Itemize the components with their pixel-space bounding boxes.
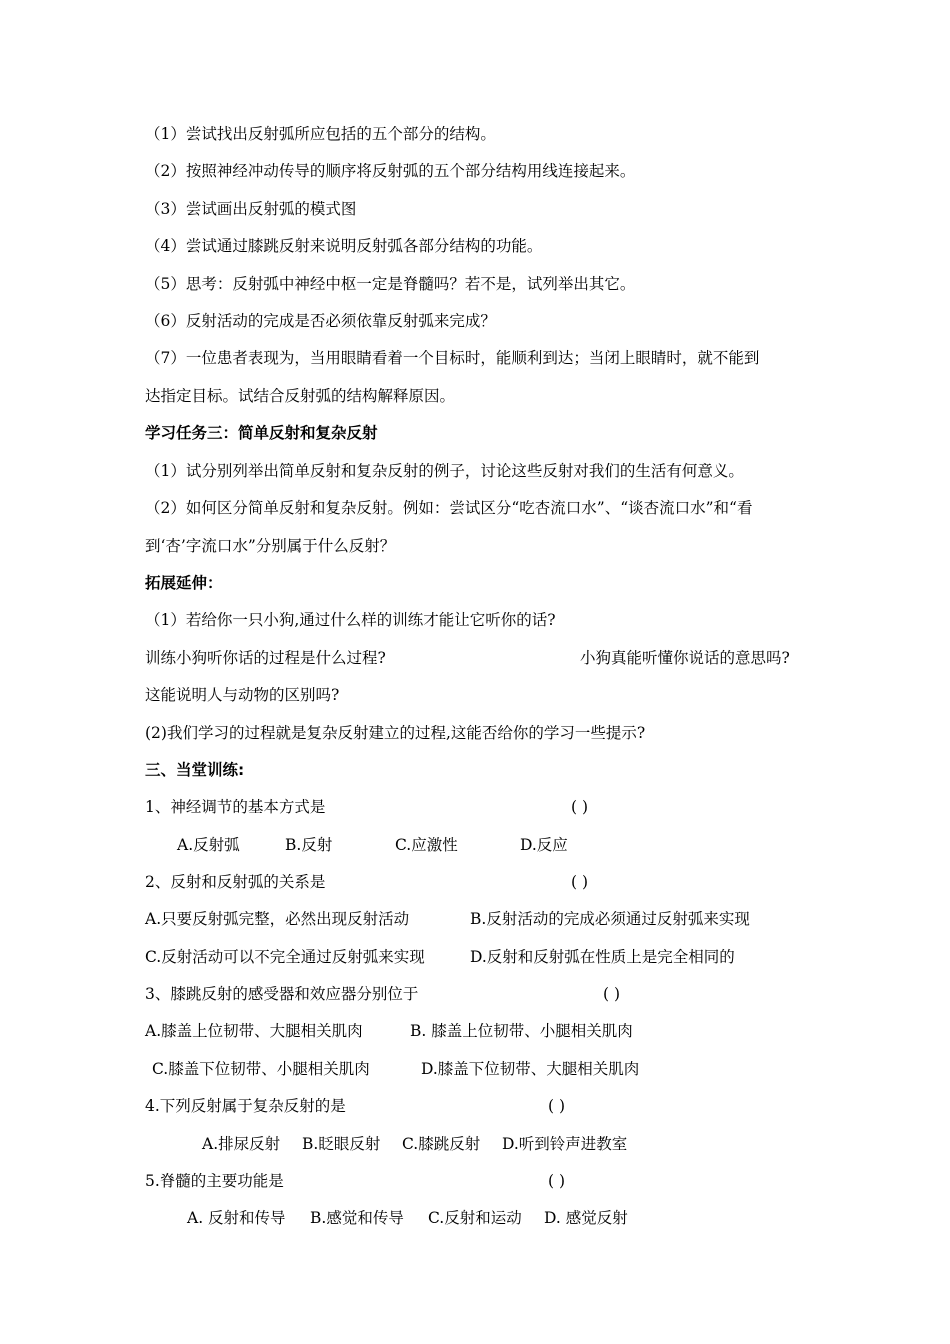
question-line: （7）一位患者表现为，当用眼睛看着一个目标时，能顺利到达；当闭上眼睛时，就不能到 — [145, 349, 760, 367]
extension-q1-part-b: 小狗真能听懂你说话的意思吗? — [580, 649, 790, 667]
question-line: （4）尝试通过膝跳反射来说明反射弧各部分结构的功能。 — [145, 237, 543, 255]
extension-q1-part-a: 训练小狗听你话的过程是什么过程? — [145, 649, 386, 667]
option: A.反射弧 — [177, 836, 240, 854]
task3-heading: 学习任务三：简单反射和复杂反射 — [145, 424, 378, 442]
answer-paren: ( ) — [603, 985, 621, 1003]
option: D.反应 — [520, 836, 568, 854]
option: C.反射活动可以不完全通过反射弧来实现 — [145, 948, 425, 966]
extension-q1: （1）若给你一只小狗,通过什么样的训练才能让它听你的话? — [145, 611, 556, 629]
practice-q4-stem: 4.下列反射属于复杂反射的是 — [145, 1097, 346, 1115]
task3-line: （2）如何区分简单反射和复杂反射。例如：尝试区分“吃杏流口水”、“谈杏流口水”和“看 — [145, 499, 753, 517]
option: B.眨眼反射 — [302, 1135, 381, 1153]
option: B.反射 — [285, 836, 333, 854]
extension-heading: 拓展延伸： — [145, 574, 223, 592]
practice-heading: 三、当堂训练: — [145, 761, 245, 779]
question-line: 达指定目标。试结合反射弧的结构解释原因。 — [145, 387, 456, 405]
question-line: （2）按照神经冲动传导的顺序将反射弧的五个部分结构用线连接起来。 — [145, 162, 636, 180]
task3-line: （1）试分别列举出简单反射和复杂反射的例子，讨论这些反射对我们的生活有何意义。 — [145, 462, 744, 480]
option: A.只要反射弧完整，必然出现反射活动 — [145, 910, 410, 928]
practice-q1-stem: 1、神经调节的基本方式是 — [145, 798, 326, 816]
option: A.膝盖上位韧带、大腿相关肌肉 — [145, 1022, 363, 1040]
option: D.膝盖下位韧带、大腿相关肌肉 — [421, 1060, 640, 1078]
option: B.反射活动的完成必须通过反射弧来实现 — [470, 910, 750, 928]
task3-line: 到‘杏’字流口水”分别属于什么反射？ — [145, 537, 396, 555]
extension-q1-part-c: 这能说明人与动物的区别吗? — [145, 686, 340, 704]
practice-q3-stem: 3、膝跳反射的感受器和效应器分别位于 — [145, 985, 419, 1003]
option: C.膝盖下位韧带、小腿相关肌肉 — [152, 1060, 370, 1078]
extension-q2: (2)我们学习的过程就是复杂反射建立的过程,这能否给你的学习一些提示? — [145, 724, 646, 742]
answer-paren: ( ) — [571, 798, 589, 816]
question-line: （1）尝试找出反射弧所应包括的五个部分的结构。 — [145, 125, 496, 143]
option: A. 反射和传导 — [187, 1209, 286, 1227]
practice-q2-stem: 2、反射和反射弧的关系是 — [145, 873, 326, 891]
option: C.应激性 — [395, 836, 458, 854]
option: B.感觉和传导 — [310, 1209, 404, 1227]
option: A.排尿反射 — [202, 1135, 281, 1153]
answer-paren: ( ) — [548, 1097, 566, 1115]
option: D.反射和反射弧在性质上是完全相同的 — [470, 948, 735, 966]
question-line: （5）思考：反射弧中神经中枢一定是脊髓吗？若不是，试列举出其它。 — [145, 275, 636, 293]
question-line: （6）反射活动的完成是否必须依靠反射弧来完成？ — [145, 312, 496, 330]
answer-paren: ( ) — [571, 873, 589, 891]
question-line: （3）尝试画出反射弧的模式图 — [145, 200, 357, 218]
option: D.听到铃声进教室 — [502, 1135, 628, 1153]
answer-paren: ( ) — [548, 1172, 566, 1190]
option: C.反射和运动 — [428, 1209, 522, 1227]
option: D. 感觉反射 — [544, 1209, 628, 1227]
option: C.膝跳反射 — [402, 1135, 481, 1153]
practice-q5-stem: 5.脊髓的主要功能是 — [145, 1172, 284, 1190]
option: B. 膝盖上位韧带、小腿相关肌肉 — [410, 1022, 633, 1040]
